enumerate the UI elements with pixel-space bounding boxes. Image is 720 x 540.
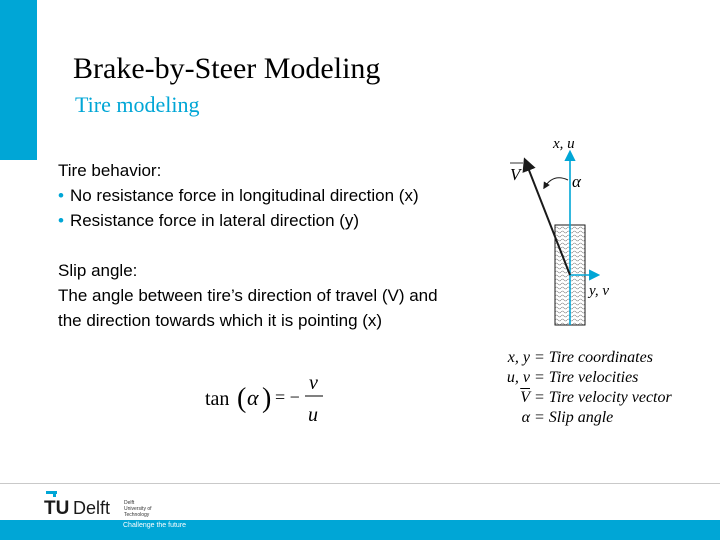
numerator: v: [309, 372, 318, 394]
legend-row: $\overline{V}$ = Tire velocity vector: [520, 389, 672, 406]
slide-title: Brake-by-Steer Modeling: [73, 52, 381, 85]
axis-x-label: x, u: [553, 136, 575, 152]
logo-delft: Delft: [73, 498, 111, 518]
legend-row: α = Slip angle: [521, 409, 614, 426]
bullet-symbol: •: [58, 211, 64, 230]
slip-heading: Slip angle:: [58, 261, 138, 280]
denominator: u: [308, 404, 318, 426]
vector-label: V: [510, 165, 521, 184]
bullet-symbol: •: [58, 186, 64, 205]
logo-tu: TU: [44, 498, 70, 519]
body-text: [58, 158, 438, 333]
symbol-legend: [488, 348, 672, 428]
flame-icon: [46, 491, 57, 494]
tan-function: tan: [205, 388, 230, 410]
slip-line: the direction towards which it is pointing (x): [58, 311, 383, 330]
legend-row: u, v = Tire velocities: [506, 369, 639, 386]
behavior-heading: Tire behavior:: [58, 161, 162, 180]
legend-row: x, y = Tire coordinates: [507, 349, 653, 366]
bullet-item: • No resistance force in longitudinal direction (x): [58, 186, 419, 205]
footer-bar: [0, 520, 720, 540]
alpha-symbol: α: [247, 385, 259, 410]
tu-delft-logo: [44, 488, 124, 520]
axis-y-label: y, v: [589, 283, 609, 299]
accent-bar: [0, 0, 37, 160]
footer-tagline: Challenge the future: [123, 522, 187, 529]
velocity-vector-arrow: [525, 160, 570, 275]
slide-subtitle: Tire modeling: [75, 92, 200, 117]
slip-angle-equation: [205, 372, 335, 432]
logo-small-text: Delft University of Technology: [124, 500, 152, 518]
angle-label: α: [572, 172, 581, 191]
paren-open: (: [237, 383, 247, 414]
footer-divider: [0, 483, 720, 484]
slip-angle-arc: [544, 178, 568, 188]
slip-line: The angle between tire’s direction of travel (V) and: [58, 286, 438, 305]
equals-minus: = −: [275, 387, 300, 407]
bullet-item: • Resistance force in lateral direction (y): [58, 211, 360, 230]
paren-close: ): [262, 383, 272, 414]
tire-diagram: [495, 130, 655, 330]
